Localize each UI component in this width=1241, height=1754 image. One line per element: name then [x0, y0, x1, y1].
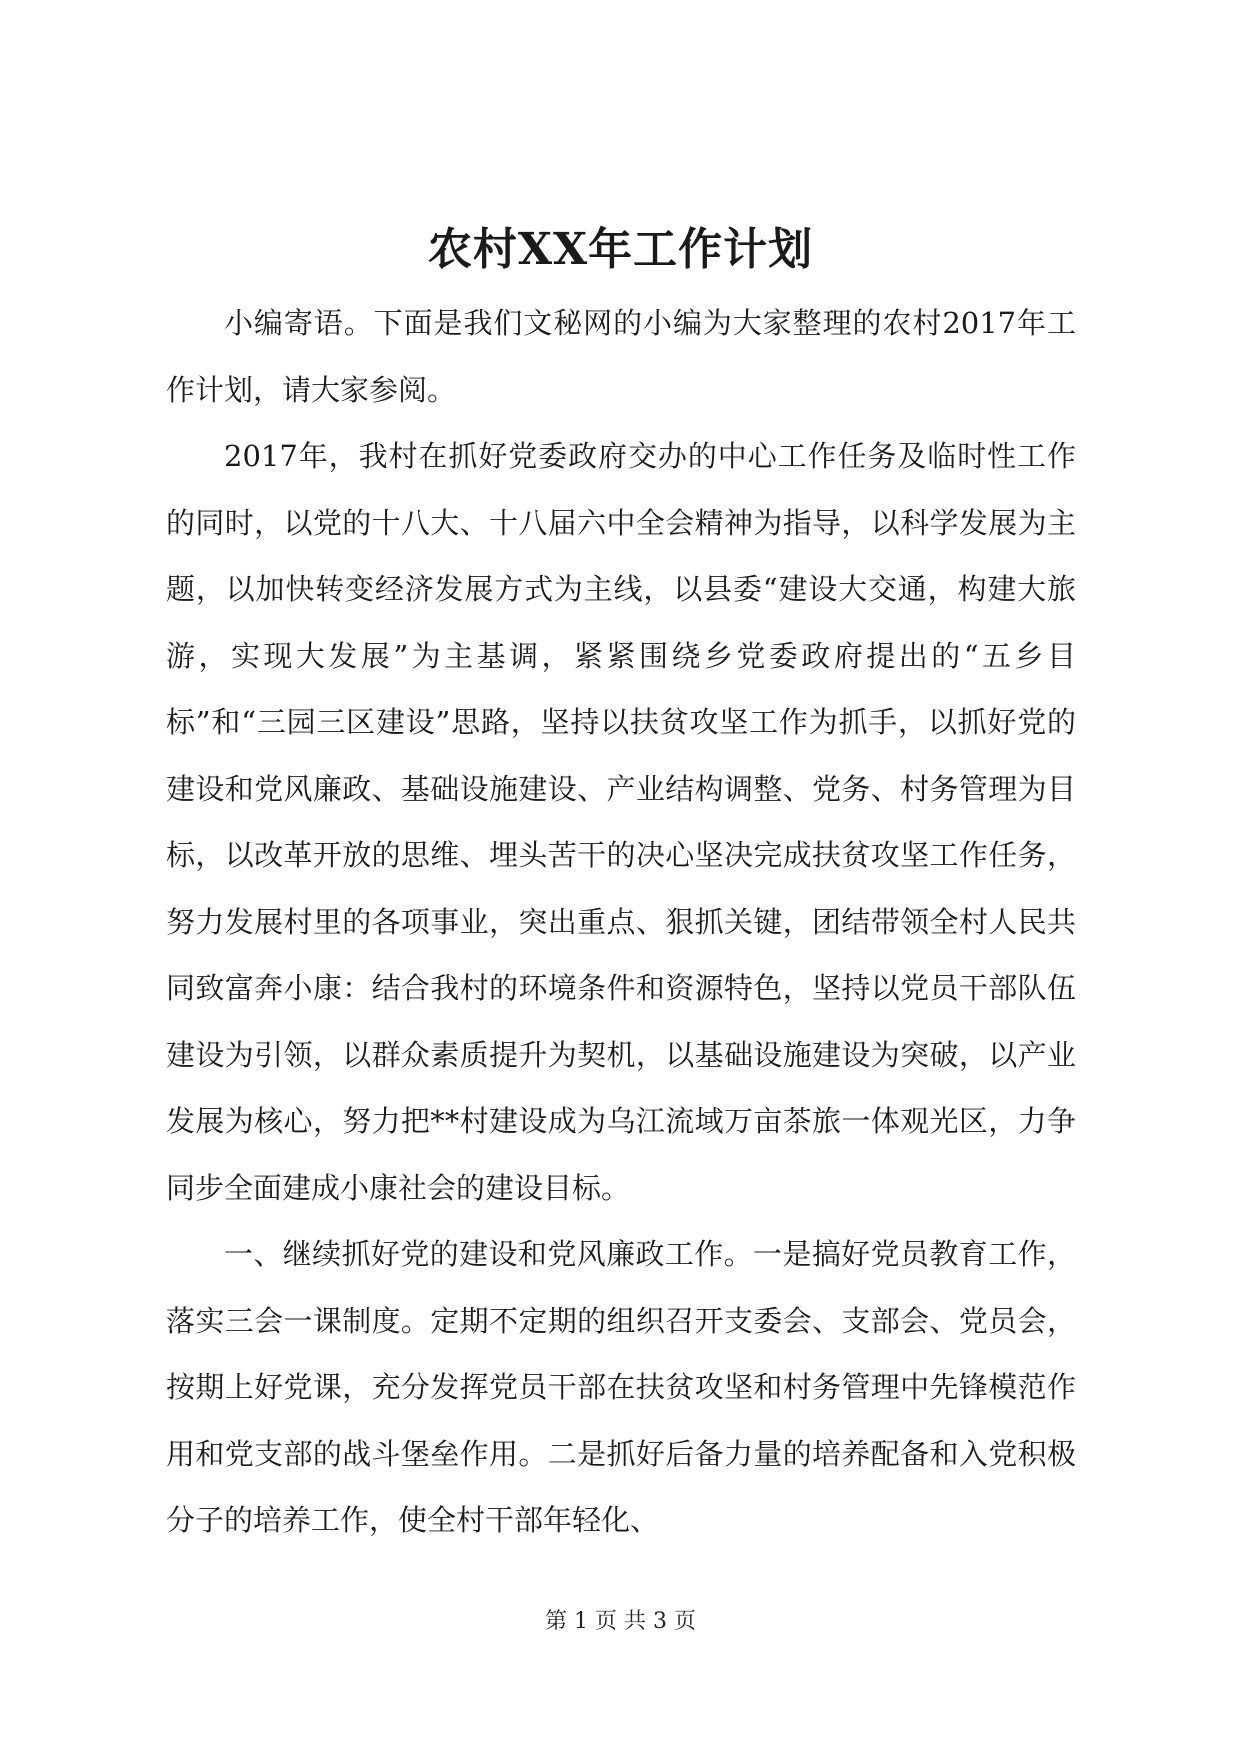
paragraph-intro: 小编寄语。下面是我们文秘网的小编为大家整理的农村2017年工作计划，请大家参阅。 [166, 306, 1076, 407]
document-title: 农村XX年工作计划 [427, 224, 814, 275]
paragraph-overview: 2017年，我村在抓好党委政府交办的中心工作任务及临时性工作的同时，以党的十八大、十八届六中全会精神为指导，以科学发展为主题，以加快转变经济发展方式为主线，以县委“建设大交通，构建大旅游，实现大发展”为主基调，紧紧围绕乡党委政府提出的“五乡目标”和“三园三区建设”思路，坚持以扶贫攻坚工作为抓手，以抓好党的建设和党风廉政、基础设施建设、产业结构调整、党务、村务管理为目标，以改革开放的思维、埋头苦干的决心坚决完成扶贫攻坚工作任务，努力发展村里的各项事业，突出重点、狠抓关键，团结带领全村人民共同致富奔小康：结合我村的环境条件和资源特色，坚持以党员干部队伍建设为引领，以群众素质提升为契机，以基础设施建设为突破，以产业发展为核心，努力把**村建设成为乌江流域万亩茶旅一体观光区，力争同步全面建成小康社会的建设目标。 [166, 439, 1076, 1205]
paragraph-section-one: 一、继续抓好党的建设和党风廉政工作。一是搞好党员教育工作，落实三会一课制度。定期不定期的组织召开支委会、支部会、党员会，按期上好党课，充分发挥党员干部在扶贫攻坚和村务管理中先锋模范作用和党支部的战斗堡垒作用。二是抓好后备力量的培养配备和入党积极分子的培养工作，使全村干部年轻化、 [166, 1237, 1076, 1537]
page-footer: 第 1 页 共 3 页 [545, 1609, 696, 1634]
document-body [166, 290, 1076, 1554]
